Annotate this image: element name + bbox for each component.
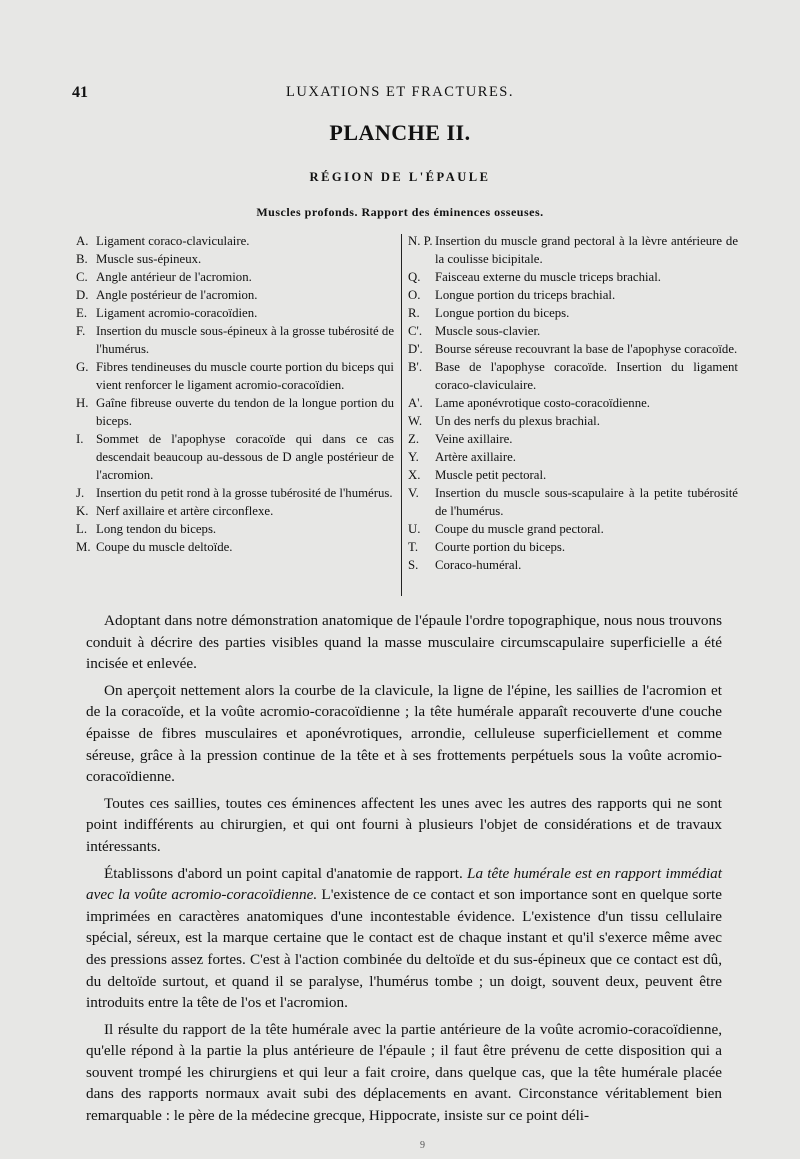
legend-item: [76, 250, 394, 268]
legend-text: Lame aponévrotique costo-coracoïdienne.: [435, 396, 650, 410]
legend-letter: B.: [76, 252, 88, 266]
legend-item: [76, 520, 394, 538]
legend-item: [408, 358, 738, 394]
legend-item: [408, 268, 738, 286]
legend-text: Muscle petit pectoral.: [435, 468, 547, 482]
paragraph: Adoptant dans notre démonstration anatomique de l'épaule l'ordre topographique, nous nous trouvons conduit à décrire des parties visibles quand la masse musculaire circumscapulaire superficielle a été incisée et enlevée.: [86, 612, 722, 673]
legend-text: Faisceau externe du muscle triceps brachial.: [435, 270, 661, 284]
legend-letter: E.: [76, 306, 88, 320]
paragraph: Toutes ces saillies, toutes ces éminences affectent les unes avec les autres des rapports qui ne sont point indifférents au chirurgien, et qui ont fourni à plusieurs l'objet de considérations et de travaux intéressants.: [86, 794, 722, 855]
legend-letter: K.: [76, 504, 89, 518]
running-title: LUXATIONS ET FRACTURES.: [286, 84, 514, 100]
legend-text: Un des nerfs du plexus brachial.: [435, 414, 600, 428]
legend-item: [408, 286, 738, 304]
legend-text: Insertion du muscle grand pectoral à la lèvre antérieure de la coulisse bicipitale.: [435, 234, 738, 266]
legend-letter: L.: [76, 522, 88, 536]
column-divider: [401, 234, 402, 596]
legend-item: [408, 466, 738, 484]
legend-text: Insertion du petit rond à la grosse tubérosité de l'humérus.: [96, 486, 393, 500]
legend-letter: H.: [76, 396, 89, 410]
legend-letter: O.: [408, 288, 421, 302]
legend-item: [408, 484, 738, 520]
legend-text: Angle antérieur de l'acromion.: [96, 270, 252, 284]
legend-text: Longue portion du triceps brachial.: [435, 288, 616, 302]
legend-item: [76, 430, 394, 484]
legend-item: [408, 322, 738, 340]
legend-text: Insertion du muscle sous-scapulaire à la petite tubérosité de l'humérus.: [435, 486, 738, 518]
legend-text: Artère axillaire.: [435, 450, 516, 464]
legend-letter: D'.: [408, 342, 423, 356]
legend-text: Long tendon du biceps.: [96, 522, 217, 536]
legend-text: Angle postérieur de l'acromion.: [96, 288, 258, 302]
legend-letter: R.: [408, 306, 420, 320]
legend-item: [76, 232, 394, 250]
region-title: RÉGION DE L'ÉPAULE: [309, 170, 491, 184]
legend-item: [76, 502, 394, 520]
paragraph: [86, 863, 722, 1014]
legend-letter: X.: [408, 468, 421, 482]
legend-item: [408, 232, 738, 268]
legend-item: [408, 304, 738, 322]
legend-letter: C.: [76, 270, 88, 284]
legend-letter: M.: [76, 540, 91, 554]
paragraph: Il résulte du rapport de la tête humérale avec la partie antérieure de la voûte acromio-coracoïdienne, qu'elle répond à la partie la plus antérieure de l'épaule ; il faut être prévenu de cette disposition qui a souvent trompé les chirurgiens et qui leur a fait croire, dans quelque cas, que la tête humérale placée dans des rapports normaux avait subi des déplacements en avant. Circonstance véritablement bien remarquable : le père de la médecine grecque, Hippocrate, insiste sur ce point déli-: [86, 1020, 722, 1125]
legend-item: [76, 538, 394, 556]
legend-text: Coraco-huméral.: [435, 558, 522, 572]
legend-letter: S.: [408, 558, 419, 572]
italic-statement: La tête humérale est en rapport immédiat avec la voûte acromio-coracoïdienne.: [86, 864, 722, 904]
legend-text: Coupe du muscle grand pectoral.: [435, 522, 604, 536]
legend-letter: T.: [408, 540, 419, 554]
paragraph: On aperçoit nettement alors la courbe de la clavicule, la ligne de l'épine, les saillies de l'acromion et de la coracoïde, et la voûte acromio-coracoïdienne ; la tête humérale apparaît recouverte d'une couche épaisse de fibres musculaires et aponévrotiques, arrondie, celluleuse superficiellement et comme séreuse, grâce à la pression continue de la tête et à ses frottements perpétuels sous la voûte acromio-coracoïdienne.: [86, 681, 722, 786]
legend-item: [408, 520, 738, 538]
legend-item: [408, 556, 738, 574]
legend-letter: Q.: [408, 270, 421, 284]
legend-text: Fibres tendineuses du muscle courte portion du biceps qui vient renforcer le ligament acromio-coracoïdien.: [96, 360, 394, 392]
legend-item: [408, 340, 738, 358]
legend-item: [76, 484, 394, 502]
legend-text: Muscle sous-clavier.: [435, 324, 541, 338]
footer-mark: 9: [420, 1140, 425, 1151]
legend-letter: B'.: [408, 360, 423, 374]
page-number: 41: [72, 84, 88, 101]
legend-letter: F.: [76, 324, 86, 338]
legend-text: Muscle sus-épineux.: [96, 252, 202, 266]
legend-letter: U.: [408, 522, 421, 536]
legend-item: [76, 304, 394, 322]
legend-text: Courte portion du biceps.: [435, 540, 566, 554]
legend-text: Insertion du muscle sous-épineux à la grosse tubérosité de l'humérus.: [96, 324, 394, 356]
plate-legend: [76, 232, 736, 600]
legend-left-column: [76, 232, 394, 556]
legend-text: Veine axillaire.: [435, 432, 513, 446]
section-title: Muscles profonds. Rapport des éminences osseuses.: [256, 205, 544, 219]
legend-text: Coupe du muscle deltoïde.: [96, 540, 233, 554]
paragraph-text: L'existence de ce contact et son importance sont en quelque sorte imprimées en caractères anatomiques d'une incontestable évidence. L'existence d'un tissu cellulaire spécial, séreux, est la marque certaine que le contact est de chaque instant et qu'il s'exerce même avec des pressions assez fortes. C'est à l'action combinée du deltoïde et du sus-épineux que ce contact est dû, du deltoïde surtout, et quand il se paralyse, l'humérus tombe ; un doigt, souvent deux, peuvent être introduits entre la tête de l'os et l'acromion.: [86, 886, 722, 1012]
legend-text: Base de l'apophyse coracoïde. Insertion du ligament coraco-claviculaire.: [435, 360, 738, 392]
legend-letter: V.: [408, 486, 419, 500]
legend-text: Ligament acromio-coracoïdien.: [96, 306, 258, 320]
legend-text: Bourse séreuse recouvrant la base de l'apophyse coracoïde.: [435, 342, 738, 356]
legend-letter: J.: [76, 486, 85, 500]
legend-letter: N. P.: [408, 234, 433, 248]
legend-item: [76, 322, 394, 358]
legend-text: Gaîne fibreuse ouverte du tendon de la longue portion du biceps.: [96, 396, 394, 428]
legend-letter: A.: [76, 234, 89, 248]
legend-letter: Z.: [408, 432, 420, 446]
legend-letter: D.: [76, 288, 89, 302]
legend-item: [76, 286, 394, 304]
paragraph-text: Établissons d'abord un point capital d'anatomie de rapport.: [104, 864, 467, 882]
body-text: [86, 610, 722, 1132]
legend-letter: A'.: [408, 396, 423, 410]
legend-right-column: [408, 232, 738, 574]
legend-text: Longue portion du biceps.: [435, 306, 570, 320]
legend-item: [408, 448, 738, 466]
legend-letter: Y.: [408, 450, 419, 464]
legend-item: [408, 394, 738, 412]
legend-item: [76, 358, 394, 394]
legend-text: Sommet de l'apophyse coracoïde qui dans ce cas descendait beaucoup au-dessous de D angle postérieur de l'acromion.: [96, 432, 394, 482]
legend-letter: G.: [76, 360, 89, 374]
plate-title: PLANCHE II.: [329, 120, 471, 145]
legend-item: [408, 430, 738, 448]
running-head: [0, 84, 800, 106]
legend-item: [408, 538, 738, 556]
legend-item: [408, 412, 738, 430]
legend-text: Ligament coraco-claviculaire.: [96, 234, 250, 248]
legend-letter: I.: [76, 432, 84, 446]
legend-item: [76, 268, 394, 286]
legend-letter: W.: [408, 414, 423, 428]
legend-letter: C'.: [408, 324, 423, 338]
legend-text: Nerf axillaire et artère circonflexe.: [96, 504, 274, 518]
legend-item: [76, 394, 394, 430]
